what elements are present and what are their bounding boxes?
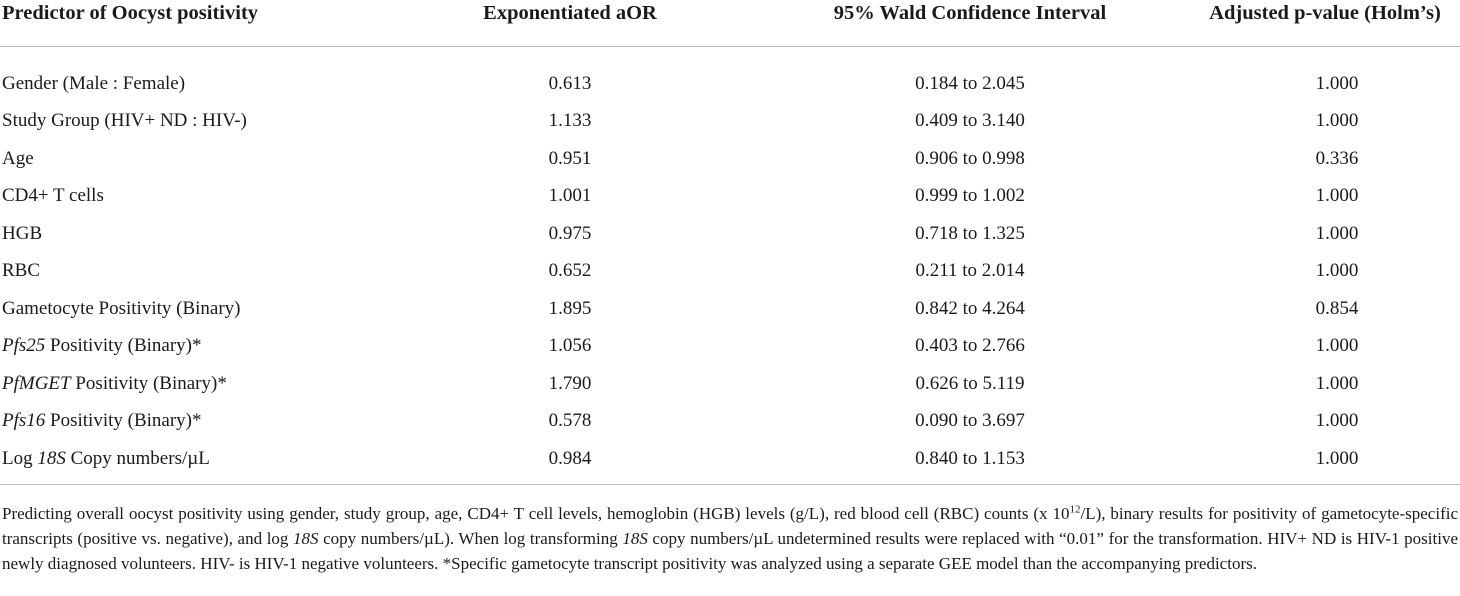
predictor-cell xyxy=(0,328,390,366)
ci-cell: 0.090 to 3.697 xyxy=(915,410,1025,432)
predictor-cell xyxy=(0,178,390,216)
footnote-text-4: copy numbers/µL undetermined results were replaced with “0.01” for the transformation. HIV+ ND is HIV-1 positive newly diagnosed volunteers. HIV- is HIV-1 negative volunteers. *Specific gametocyte transcript positivity was analyzed using a separate GEE model than the accompanying predictors. xyxy=(2,529,1459,573)
aor-cell: 0.613 xyxy=(548,72,592,94)
table-row xyxy=(0,47,1460,103)
predictor-cell xyxy=(0,215,390,253)
aor-cell: 1.056 xyxy=(548,335,592,357)
p-value-cell: 1.000 xyxy=(1315,372,1359,394)
predictor-label: Positivity (Binary)* xyxy=(70,372,227,394)
predictor-label: Positivity (Binary)* xyxy=(45,410,202,432)
table-row xyxy=(0,215,1460,253)
p-value-cell: 1.000 xyxy=(1315,110,1359,132)
table-row xyxy=(0,140,1460,178)
p-value-cell: 0.336 xyxy=(1315,147,1359,169)
predictor-cell xyxy=(0,103,390,141)
ci-cell: 0.906 to 0.998 xyxy=(915,147,1025,169)
p-value-cell: 1.000 xyxy=(1315,335,1359,357)
predictor-italic-2: 18S xyxy=(37,447,66,469)
predictor-italic: Pfs16 xyxy=(2,410,46,432)
table-footnote xyxy=(2,501,1458,576)
predictor-label: HGB xyxy=(2,222,43,244)
p-value-cell: 1.000 xyxy=(1315,260,1359,282)
footnote-text-1: Predicting overall oocyst positivity using gender, study group, age, CD4+ T cell levels, hemoglobin (HGB) levels (g/L), red blood cell (RBC) counts (x 10 xyxy=(2,504,1070,523)
header-aor: Exponentiated aOR xyxy=(390,0,750,47)
aor-cell: 0.984 xyxy=(390,440,750,484)
p-value-cell: 1.000 xyxy=(1315,185,1359,207)
ci-cell: 0.626 to 5.119 xyxy=(915,372,1025,394)
ci-cell: 0.842 to 4.264 xyxy=(915,297,1025,319)
predictor-cell xyxy=(0,440,390,484)
predictor-cell xyxy=(0,253,390,291)
p-value-cell: 1.000 xyxy=(1190,440,1460,484)
p-value-cell: 1.000 xyxy=(1315,410,1359,432)
predictor-label: Positivity (Binary)* xyxy=(45,335,202,357)
ci-cell: 0.403 to 2.766 xyxy=(915,335,1025,357)
ci-cell: 0.840 to 1.153 xyxy=(750,440,1190,484)
aor-cell: 0.652 xyxy=(548,260,592,282)
aor-cell: 1.001 xyxy=(548,185,592,207)
table-row xyxy=(0,103,1460,141)
predictor-cell xyxy=(0,140,390,178)
aor-cell: 1.133 xyxy=(548,110,592,132)
table-row xyxy=(0,328,1460,366)
aor-cell: 0.975 xyxy=(548,222,592,244)
predictor-label: Age xyxy=(2,147,34,169)
predictor-cell xyxy=(0,290,390,328)
p-value-cell: 0.854 xyxy=(1315,297,1359,319)
ci-cell: 0.409 to 3.140 xyxy=(915,110,1025,132)
predictor-italic: PfMGET xyxy=(2,372,71,394)
predictor-label: RBC xyxy=(2,260,41,282)
header-p-value: Adjusted p-value (Holm’s) xyxy=(1190,0,1460,47)
predictor-label: CD4+ T cells xyxy=(2,185,104,207)
ci-cell: 0.718 to 1.325 xyxy=(915,222,1025,244)
ci-cell: 0.184 to 2.045 xyxy=(915,72,1025,94)
p-value-cell: 1.000 xyxy=(1315,72,1359,94)
table-row xyxy=(0,290,1460,328)
table-body xyxy=(0,47,1460,485)
predictor-cell xyxy=(0,47,390,103)
predictor-label: Log xyxy=(2,447,38,469)
table-row xyxy=(0,253,1460,291)
aor-cell: 0.578 xyxy=(548,410,592,432)
predictor-cell xyxy=(0,403,390,441)
table-header-row xyxy=(0,0,1460,47)
footnote-superscript: 12 xyxy=(1069,503,1081,516)
aor-cell: 0.951 xyxy=(548,147,592,169)
predictor-italic: Pfs25 xyxy=(2,335,46,357)
footnote-italic-2: 18S xyxy=(622,529,648,548)
footnote-text-3: copy numbers/µL). When log transforming xyxy=(318,529,623,548)
p-value-cell: 1.000 xyxy=(1315,222,1359,244)
predictor-label-2: Copy numbers/µL xyxy=(65,447,210,469)
aor-cell: 1.790 xyxy=(548,372,592,394)
ci-cell: 0.999 to 1.002 xyxy=(915,185,1025,207)
footnote-text-2: /L), binary results for positivity of gametocyte-specific transcripts (positive vs. negative), and log xyxy=(2,504,1458,548)
table-row xyxy=(0,365,1460,403)
table-row xyxy=(0,178,1460,216)
table-row xyxy=(0,440,1460,484)
predictor-label: Gender (Male : Female) xyxy=(2,72,186,94)
aor-cell: 1.895 xyxy=(548,297,592,319)
predictor-label: Gametocyte Positivity (Binary) xyxy=(2,297,241,319)
predictor-label: Study Group (HIV+ ND : HIV-) xyxy=(2,110,247,132)
ci-cell: 0.211 to 2.014 xyxy=(915,260,1025,282)
table-row xyxy=(0,403,1460,441)
footnote-italic-1: 18S xyxy=(293,529,319,548)
header-confidence-interval: 95% Wald Confidence Interval xyxy=(750,0,1190,47)
header-predictor: Predictor of Oocyst positivity xyxy=(0,0,390,47)
predictor-cell xyxy=(0,365,390,403)
